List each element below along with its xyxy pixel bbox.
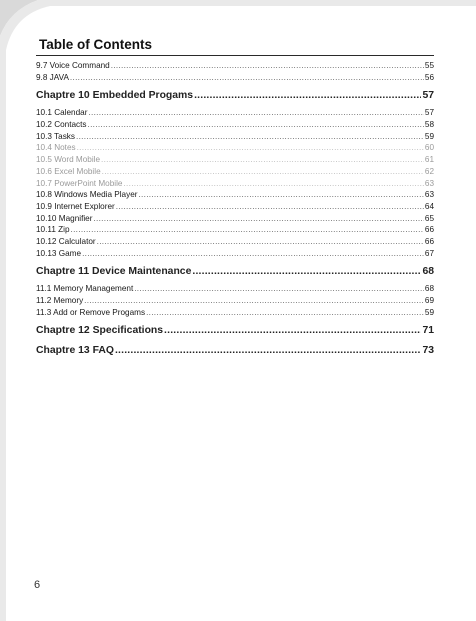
toc-entry-label: 10.10 Magnifier [36, 213, 93, 223]
dot-leader [134, 283, 424, 295]
toc-entry-page: 62 [424, 166, 434, 176]
chapter-title: Chaptre 13 FAQ [36, 345, 114, 357]
toc-entry-page: 69 [424, 296, 434, 305]
dot-leader [93, 213, 423, 225]
dot-leader [111, 60, 424, 72]
toc-entry[interactable] [36, 213, 434, 225]
chapter-page: 57 [422, 90, 434, 102]
toc-entry-label: 10.7 PowerPoint Mobile [36, 178, 123, 188]
dot-leader [194, 88, 421, 103]
pre-entries-list [36, 60, 434, 83]
toc-entry-page: 63 [424, 178, 434, 188]
dot-leader [138, 189, 423, 201]
toc-entry-label: 10.1 Calendar [36, 108, 88, 118]
dot-leader [97, 236, 424, 248]
chapter-heading[interactable] [36, 88, 434, 103]
toc-entry-page: 67 [424, 248, 434, 258]
toc-entry[interactable] [36, 201, 434, 213]
toc-entry-page: 59 [424, 307, 434, 317]
dot-leader [115, 343, 421, 358]
chapter-heading[interactable] [36, 323, 434, 338]
toc-entry-label: 11.2 Memory [36, 296, 84, 305]
toc-entry-label: 10.13 Game [36, 248, 82, 258]
heading-rule [36, 55, 434, 56]
dot-leader [82, 248, 424, 260]
toc-entry[interactable] [36, 131, 434, 143]
chapter-title: Chaptre 11 Device Maintenance [36, 266, 192, 278]
toc-entry-page: 66 [424, 236, 434, 246]
toc-entry[interactable] [36, 142, 434, 154]
toc-entry-label: 11.3 Add or Remove Progams [36, 307, 146, 317]
dot-leader [146, 307, 424, 319]
toc-entry[interactable] [36, 154, 434, 166]
toc-entry-label: 10.5 Word Mobile [36, 155, 101, 165]
toc-entry-page: 63 [424, 190, 434, 200]
toc-entry-label: 10.2 Contacts [36, 120, 87, 130]
toc-entry-label: 10.6 Excel Mobile [36, 166, 101, 176]
chapter-heading[interactable] [36, 264, 434, 279]
toc-entry[interactable] [36, 236, 434, 248]
chapter-page: 73 [422, 345, 434, 357]
toc-entry-label: 10.3 Tasks [36, 131, 75, 141]
dot-leader [164, 323, 421, 338]
toc-entry[interactable] [36, 283, 434, 295]
dot-leader [88, 119, 424, 131]
toc-entry-label: 11.1 Memory Management [36, 284, 134, 294]
toc-entry-page: 61 [424, 155, 434, 165]
dot-leader [101, 154, 424, 166]
toc-heading: Table of Contents [39, 37, 152, 52]
chapters-list [36, 88, 434, 358]
dot-leader [70, 72, 424, 84]
toc-entry-label: 9.7 Voice Command [36, 61, 110, 70]
toc-entry-page: 59 [424, 131, 434, 141]
toc-entry-page: 68 [424, 284, 434, 294]
chapter-title: Chaptre 10 Embedded Progams [36, 90, 194, 102]
toc-entry-page: 56 [424, 72, 434, 82]
toc-entry[interactable] [36, 60, 434, 72]
toc-entry[interactable] [36, 119, 434, 131]
toc-entry[interactable] [36, 224, 434, 236]
toc-entry-label: 10.9 Internet Explorer [36, 201, 115, 211]
toc-entry[interactable] [36, 248, 434, 260]
dot-leader [84, 295, 424, 307]
toc-entry-label: 10.12 Calculator [36, 236, 96, 246]
toc-entry-page: 65 [424, 213, 434, 223]
toc-entry-page: 66 [424, 225, 434, 235]
toc-entry-page: 55 [424, 61, 434, 70]
toc-entry-page: 64 [424, 201, 434, 211]
dot-leader [71, 224, 424, 236]
chapter-page: 71 [422, 325, 434, 337]
dot-leader [88, 107, 423, 119]
toc-entry[interactable] [36, 107, 434, 119]
toc-entry-label: 10.11 Zip [36, 225, 70, 235]
dot-leader [77, 142, 424, 154]
toc-entry-label: 10.4 Notes [36, 143, 76, 153]
dot-leader [116, 201, 424, 213]
dot-leader [102, 166, 424, 178]
toc-entry-label: 9.8 JAVA [36, 72, 69, 82]
toc-content [36, 36, 434, 362]
toc-entry-page: 57 [424, 108, 434, 118]
toc-entry[interactable] [36, 72, 434, 84]
chapter-page: 68 [422, 266, 434, 278]
dot-leader [192, 264, 421, 279]
toc-entry[interactable] [36, 189, 434, 201]
page-number: 6 [34, 579, 41, 591]
toc-entry[interactable] [36, 307, 434, 319]
dot-leader [123, 178, 423, 190]
chapter-title: Chaptre 12 Specifications [36, 325, 164, 337]
toc-entry[interactable] [36, 166, 434, 178]
toc-entry[interactable] [36, 178, 434, 190]
dot-leader [76, 131, 424, 143]
toc-entry[interactable] [36, 295, 434, 307]
toc-entry-page: 58 [424, 120, 434, 130]
chapter-heading[interactable] [36, 343, 434, 358]
toc-entry-label: 10.8 Windows Media Player [36, 190, 138, 200]
toc-entry-page: 60 [424, 143, 434, 153]
